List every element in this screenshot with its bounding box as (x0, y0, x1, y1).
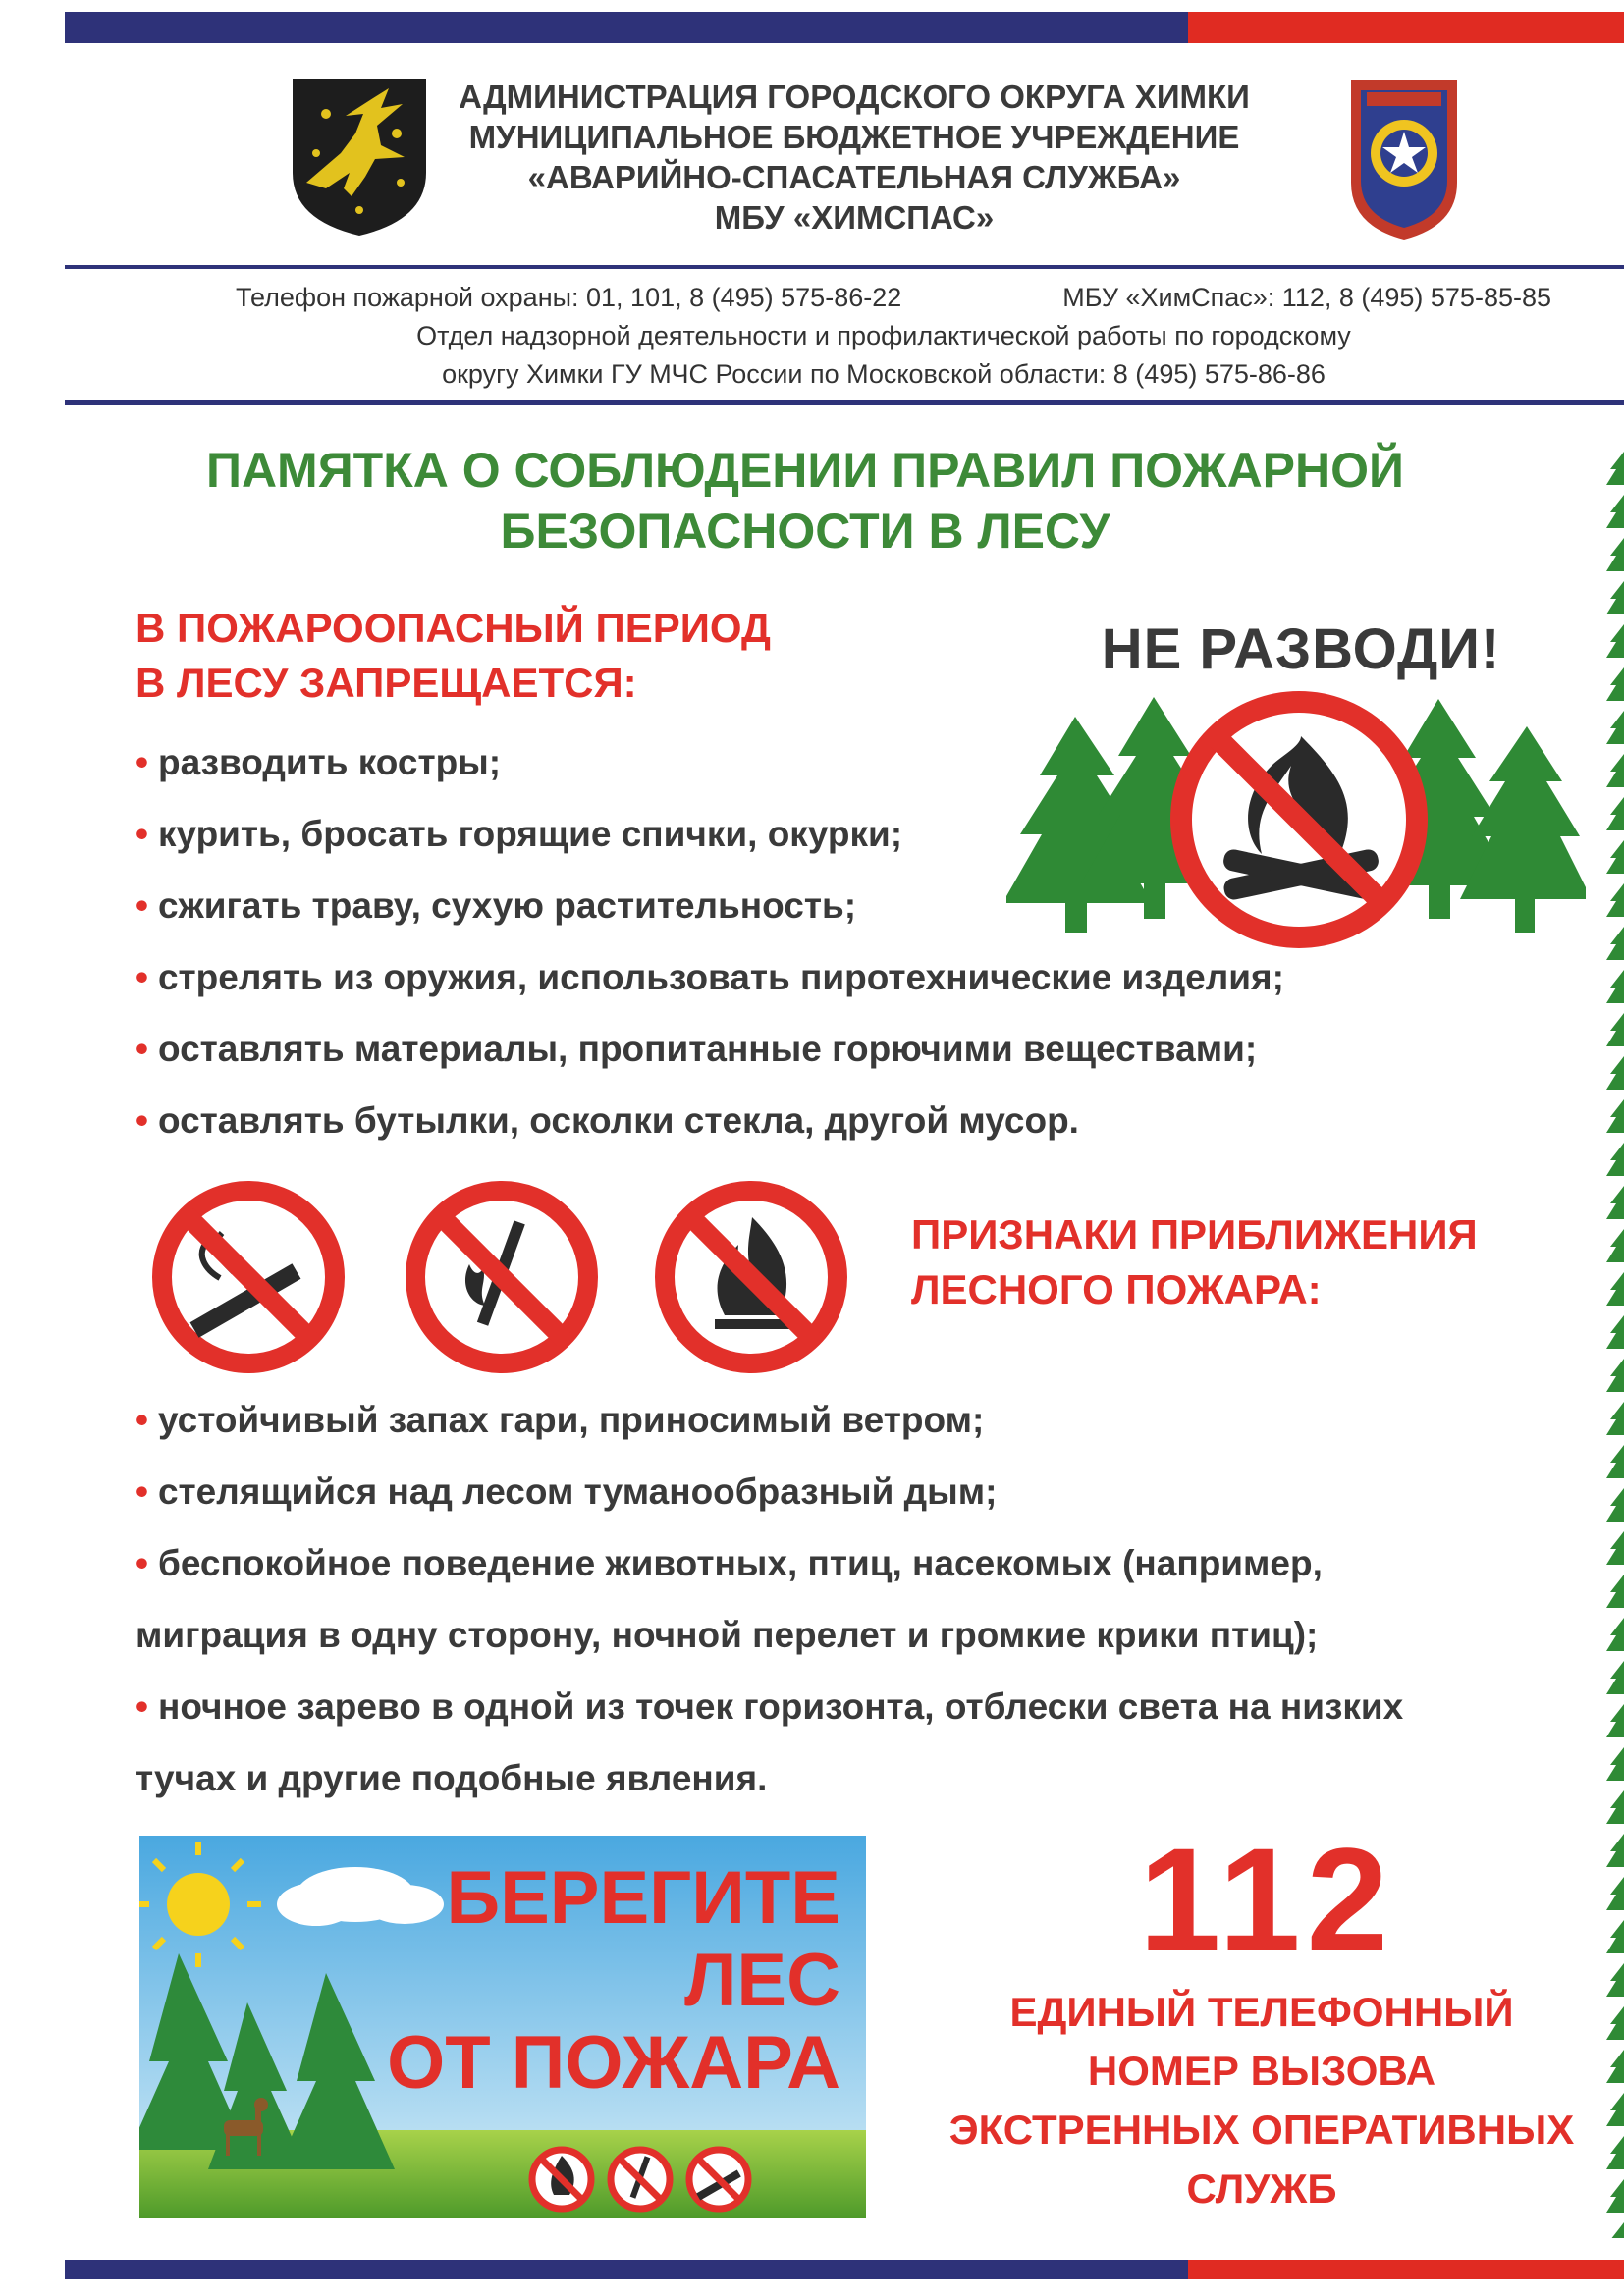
memo-title (118, 440, 1492, 561)
list-item-text: ночное зарево в одной из точек горизонта, отблески света на низких (157, 1686, 1404, 1727)
fir-tree-icon (1606, 2093, 1624, 2126)
fir-tree-icon (1606, 1359, 1624, 1392)
header-divider (65, 265, 1624, 269)
list-item: • оставлять материалы, пропитанные горючими веществами; (135, 1029, 1258, 1069)
list-item: • оставлять бутылки, осколки стекла, другой мусор. (135, 1100, 1079, 1141)
fir-tree-icon (1606, 1834, 1624, 1867)
fire-signs-heading (911, 1207, 1559, 1317)
list-item-text: тучах и другие подобные явления. (135, 1758, 768, 1798)
bottom-stripe-blue (65, 2260, 1188, 2279)
fir-tree-icon (1606, 927, 1624, 960)
protect-forest-banner (139, 1836, 866, 2218)
fir-tree-icon (1606, 624, 1624, 658)
fir-tree-icon (1606, 581, 1624, 614)
list-item-text: оставлять бутылки, осколки стекла, другой мусор. (157, 1100, 1079, 1141)
list-item-text: курить, бросать горящие спички, окурки; (157, 814, 903, 854)
fir-tree-icon (1606, 1661, 1624, 1694)
list-item: • разводить костры; (135, 742, 502, 782)
banner-line: ЛЕС (684, 1939, 840, 2022)
emergency-number-caption (879, 1983, 1624, 2218)
contacts-block (187, 279, 1581, 394)
fir-tree-icon (1606, 2136, 1624, 2169)
banner-slogan (387, 1857, 840, 2105)
forbidden-heading-line: В ЛЕСУ ЗАПРЕЩАЕТСЯ: (135, 660, 637, 706)
header-line: МУНИЦИПАЛЬНОЕ БЮДЖЕТНОЕ УЧРЕЖДЕНИЕ (468, 119, 1240, 155)
fir-tree-icon (1606, 1747, 1624, 1781)
fir-tree-icon (1606, 1963, 1624, 1997)
no-smoking-icon (147, 1176, 350, 1378)
list-item-text: беспокойное поведение животных, птиц, насекомых (например, (157, 1543, 1323, 1583)
no-fire-icon (650, 1176, 852, 1378)
top-stripe-blue (65, 12, 1188, 43)
fir-tree-icon (1606, 840, 1624, 874)
forbidden-heading-line: В ПОЖАРООПАСНЫЙ ПЕРИОД (135, 605, 771, 651)
fire-signs-heading-line: ПРИЗНАКИ ПРИБЛИЖЕНИЯ (911, 1211, 1478, 1257)
fir-tree-icon (1606, 452, 1624, 485)
fire-signs-heading-line: ЛЕСНОГО ПОЖАРА: (911, 1266, 1322, 1312)
no-matches-icon (611, 2150, 670, 2209)
fir-tree-icon (1606, 711, 1624, 744)
list-item: • беспокойное поведение животных, птиц, насекомых (например, (135, 1543, 1323, 1583)
fir-tree-icon (1606, 667, 1624, 701)
fir-tree-icon (1606, 797, 1624, 830)
contacts-divider (65, 400, 1624, 405)
banner-line: БЕРЕГИТЕ (446, 1856, 840, 1940)
top-stripe-red (1188, 12, 1624, 43)
fir-tree-icon (1606, 1272, 1624, 1306)
fir-tree-icon (1606, 970, 1624, 1003)
forbidden-list (135, 726, 1284, 1156)
list-item: • сжигать траву, сухую растительность; (135, 885, 857, 926)
fir-tree-icon (1606, 2050, 1624, 2083)
organization-header (432, 77, 1276, 238)
fir-tree-icon (1606, 754, 1624, 787)
fir-tree-icon (1606, 1315, 1624, 1349)
banner-line: ОТ ПОЖАРА (387, 2021, 840, 2105)
fir-tree-icon (1460, 726, 1586, 933)
fire-signs-list (135, 1384, 1403, 1814)
fir-tree-icon (1606, 1143, 1624, 1176)
no-campfire-caption: НЕ РАЗВОДИ! (1101, 617, 1501, 681)
no-smoking-icon (689, 2150, 748, 2209)
caption-line: ЭКСТРЕННЫХ ОПЕРАТИВНЫХ (948, 2107, 1575, 2153)
caption-line: НОМЕР ВЫЗОВА (1087, 2048, 1436, 2094)
fir-tree-icon (1606, 538, 1624, 571)
khimki-coat-of-arms-icon (287, 75, 432, 240)
caption-line: ЕДИНЫЙ ТЕЛЕФОННЫЙ (1009, 1989, 1514, 2035)
emergency-number: 112 (1139, 1817, 1394, 1982)
header-line: АДМИНИСТРАЦИЯ ГОРОДСКОГО ОКРУГА ХИМКИ (459, 79, 1250, 115)
fir-tree-icon (1606, 495, 1624, 528)
fir-tree-icon (1606, 1402, 1624, 1435)
memo-title-line: ПАМЯТКА О СОБЛЮДЕНИИ ПРАВИЛ ПОЖАРНОЙ (206, 443, 1404, 498)
list-item-text: устойчивый запах гари, приносимый ветром; (157, 1400, 985, 1440)
list-item-continuation (135, 1742, 1403, 1814)
fir-tree-icon (1606, 1920, 1624, 1953)
list-item-text: стелящийся над лесом туманообразный дым; (157, 1471, 998, 1512)
header-line: «АВАРИЙНО-СПАСАТЕЛЬНАЯ СЛУЖБА» (527, 159, 1181, 195)
fir-tree-icon (1606, 1013, 1624, 1046)
header-line: МБУ «ХИМСПАС» (714, 199, 995, 236)
no-matches-icon (401, 1176, 603, 1378)
khimspas-phone: МБУ «ХимСпас»: 112, 8 (495) 575-85-85 (1062, 283, 1551, 312)
fire-department-phone: Телефон пожарной охраны: 01, 101, 8 (495) 575-86-22 (236, 283, 902, 312)
fir-tree-icon (1606, 2006, 1624, 2040)
fir-tree-icon (1606, 1575, 1624, 1608)
department-line: Отдел надзорной деятельности и профилактической работы по городскому (416, 321, 1351, 350)
fir-tree-icon (1606, 1056, 1624, 1090)
list-item-text: стрелять из оружия, использовать пиротехнические изделия; (157, 957, 1284, 997)
fir-tree-icon (1606, 1488, 1624, 1522)
list-item-text: оставлять материалы, пропитанные горючими веществами; (157, 1029, 1258, 1069)
fir-tree-icon (1606, 1704, 1624, 1737)
khimspas-emblem-icon (1345, 75, 1463, 243)
list-item-continuation (135, 1599, 1403, 1671)
fir-tree-icon (1606, 2179, 1624, 2213)
forbidden-heading (135, 601, 921, 711)
bottom-stripe-red (1188, 2260, 1624, 2279)
list-item-text: миграция в одну сторону, ночной перелет и громкие крики птиц); (135, 1615, 1319, 1655)
fir-tree-border-svg (1604, 452, 1624, 2238)
department-line: округу Химки ГУ МЧС России по Московской области: 8 (495) 575-86-86 (442, 359, 1326, 389)
fir-tree-icon (1606, 883, 1624, 917)
fir-tree-icon (1606, 1531, 1624, 1565)
fir-tree-icon (1606, 1186, 1624, 1219)
list-item: • устойчивый запах гари, приносимый ветром; (135, 1400, 985, 1440)
memo-title-line: БЕЗОПАСНОСТИ В ЛЕСУ (500, 504, 1110, 559)
list-item: • стелящийся над лесом туманообразный дым; (135, 1471, 998, 1512)
list-item: • ночное зарево в одной из точек горизонта, отблески света на низких (135, 1686, 1404, 1727)
list-item: • курить, бросать горящие спички, окурки; (135, 814, 903, 854)
list-item-text: разводить костры; (157, 742, 502, 782)
list-item: • стрелять из оружия, использовать пиротехнические изделия; (135, 957, 1284, 997)
no-campfire-icon (532, 2150, 591, 2209)
list-item-text: сжигать траву, сухую растительность; (157, 885, 857, 926)
fir-tree-icon (1606, 1099, 1624, 1133)
fir-tree-icon (1606, 1790, 1624, 1824)
caption-line: СЛУЖБ (1186, 2165, 1337, 2212)
fir-tree-icon (1606, 1445, 1624, 1478)
fir-tree-icon (1606, 1618, 1624, 1651)
fir-tree-icon (1606, 1229, 1624, 1262)
fir-tree-icon (1606, 1877, 1624, 1910)
fir-tree-border (1604, 452, 1624, 2238)
fir-tree-icon (1606, 2222, 1624, 2238)
